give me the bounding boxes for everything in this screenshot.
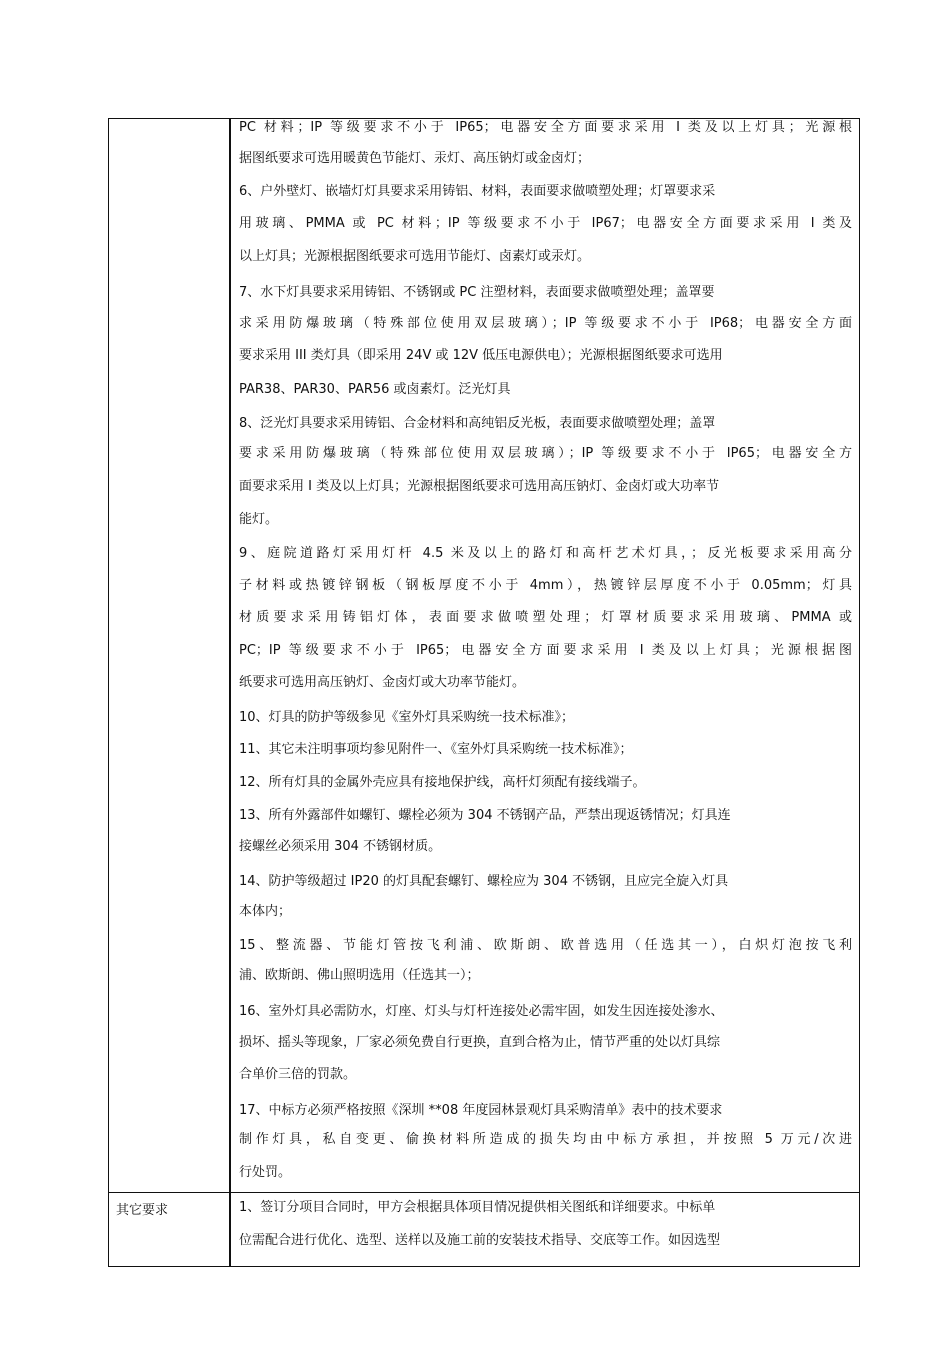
text-line: 合单价三倍的罚款。	[239, 1067, 357, 1082]
text-line: 用玻璃、PMMA 或 PC 材料；IP 等级要求不小于 IP67；电器安全方面要求采用 I 类及	[239, 216, 852, 231]
text-line: 6、户外壁灯、嵌墙灯灯具要求采用铸铝、材料，表面要求做喷塑处理；灯罩要求采	[239, 184, 716, 199]
text-line: 17、中标方必须严格按照《深圳 **08 年度园林景观灯具采购清单》表中的技术要求	[239, 1103, 723, 1118]
text-line: 13、所有外露部件如螺钉、螺栓必须为 304 不锈钢产品，严禁出现返锈情况；灯具连	[239, 808, 731, 823]
text-line: 14、防护等级超过 IP20 的灯具配套螺钉、螺栓应为 304 不锈钢，且应完全旋入灯具	[239, 874, 729, 889]
text-line: 制作灯具，私自变更、偷换材料所造成的损失均由中标方承担，并按照 5 万元/次进	[239, 1132, 852, 1147]
text-line: PAR38、PAR30、PAR56 或卤素灯。泛光灯具	[239, 382, 511, 397]
requirements-cell	[232, 118, 858, 1192]
text-line: 11、其它未注明事项均参见附件一、《室外灯具采购统一技术标准》；	[239, 742, 633, 757]
text-line: 本体内；	[239, 904, 292, 919]
text-line: 要求采用 III 类灯具（即采用 24V 或 12V 低压电源供电）；光源根据图纸要求可选用	[239, 348, 723, 363]
text-line: 面要求采用 I 类及以上灯具；光源根据图纸要求可选用高压钠灯、金卤灯或大功率节	[239, 479, 720, 494]
text-line: 7、水下灯具要求采用铸铝、不锈钢或 PC 注塑材料，表面要求做喷塑处理；盖罩要	[239, 285, 715, 300]
text-line: 据图纸要求可选用暖黄色节能灯、汞灯、高压钠灯或金卤灯；	[239, 151, 591, 166]
text-line: 9、庭院道路灯采用灯杆 4.5 米及以上的路灯和高杆艺术灯具，；反光板要求采用高分	[239, 546, 852, 561]
text-line: 16、室外灯具必需防水，灯座、灯头与灯杆连接处必需牢固，如发生因连接处渗水、	[239, 1004, 724, 1019]
text-line: 子材料或热镀锌钢板（钢板厚度不小于 4mm），热镀锌层厚度不小于 0.05mm；灯具	[239, 578, 852, 593]
text-line: 能灯。	[239, 512, 279, 527]
spec-table	[108, 118, 860, 1267]
text-line: 损坏、摇头等现象，厂家必须免费自行更换，直到合格为止，情节严重的处以灯具综	[239, 1035, 721, 1050]
table-right-border	[859, 118, 860, 1267]
text-line: PC；IP 等级要求不小于 IP65；电器安全方面要求采用 I 类及以上灯具；光源根据图	[239, 643, 852, 658]
text-line: 接螺丝必须采用 304 不锈钢材质。	[239, 839, 442, 854]
text-line: 1、签订分项目合同时，甲方会根据具体项目情况提供相关图纸和详细要求。中标单	[239, 1200, 716, 1215]
text-line: PC 材料；IP 等级要求不小于 IP65；电器安全方面要求采用 I 类及以上灯具；光源根	[239, 120, 852, 135]
text-line: 材质要求采用铸铝灯体，表面要求做喷塑处理；灯罩材质要求采用玻璃、PMMA 或	[239, 610, 852, 625]
text-line: 行处罚。	[239, 1165, 292, 1180]
other-requirements-cell	[232, 1192, 858, 1267]
row-label-cell-empty	[108, 118, 230, 1192]
text-line: 纸要求可选用高压钠灯、金卤灯或大功率节能灯。	[239, 675, 526, 690]
text-line: 10、灯具的防护等级参见《室外灯具采购统一技术标准》；	[239, 710, 575, 725]
text-line: 浦、欧斯朗、佛山照明选用（任选其一）；	[239, 968, 480, 983]
text-line: 要求采用防爆玻璃（特殊部位使用双层玻璃）；IP 等级要求不小于 IP65；电器安全方	[239, 446, 852, 461]
text-line: 位需配合进行优化、选型、送样以及施工前的安装技术指导、交底等工作。如因选型	[239, 1233, 721, 1248]
text-line: 12、所有灯具的金属外壳应具有接地保护线，高杆灯须配有接线端子。	[239, 775, 646, 790]
text-line: 以上灯具；光源根据图纸要求可选用节能灯、卤素灯或汞灯。	[239, 249, 591, 264]
other-requirements-label: 其它要求	[116, 1203, 169, 1218]
text-line: 15、整流器、节能灯管按飞利浦、欧斯朗、欧普选用（任选其一），白炽灯泡按飞利	[239, 938, 852, 953]
text-line: 8、泛光灯具要求采用铸铝、合金材料和高纯铝反光板，表面要求做喷塑处理；盖罩	[239, 416, 716, 431]
text-line: 求采用防爆玻璃（特殊部位使用双层玻璃）；IP 等级要求不小于 IP68；电器安全方面	[239, 316, 852, 331]
